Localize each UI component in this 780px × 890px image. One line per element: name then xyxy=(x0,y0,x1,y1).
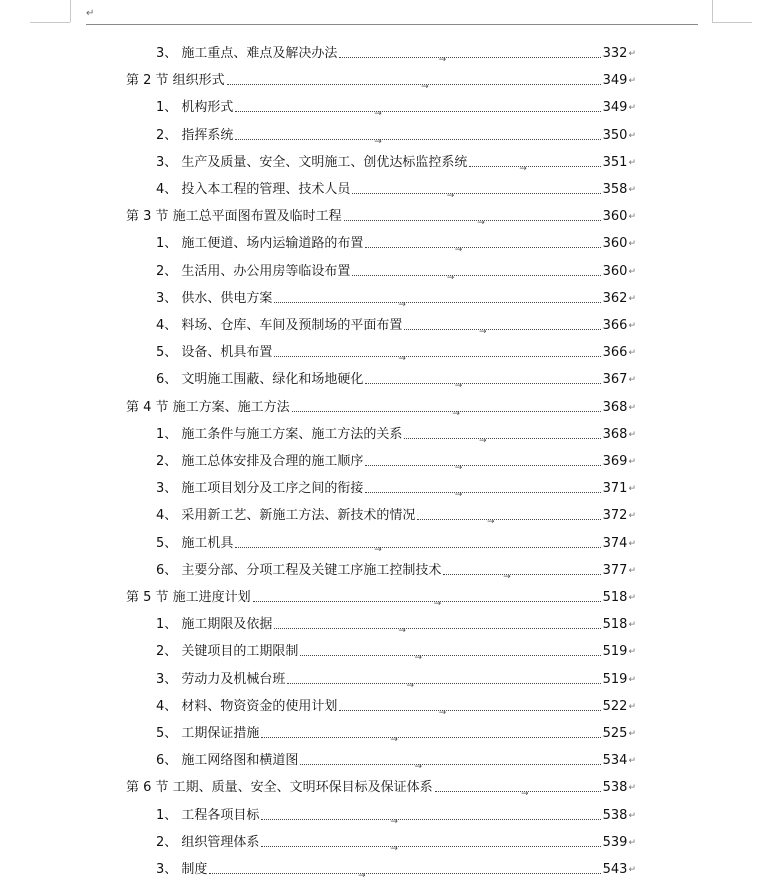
toc-entry-title: 文明施工围蔽、绿化和场地硬化 xyxy=(181,372,364,388)
toc-dot-leader xyxy=(339,707,600,718)
toc-entry[interactable] xyxy=(156,829,636,856)
toc-entry[interactable] xyxy=(156,448,636,475)
toc-dot-leader xyxy=(404,435,600,446)
toc-entry-title: 施工条件与施工方案、施工方法的关系 xyxy=(181,426,403,442)
toc-dot-leader xyxy=(287,680,600,691)
toc-entry-number: 第 2 节 xyxy=(126,73,173,89)
toc-entry-page-number: 372 xyxy=(602,508,628,524)
toc-dot-leader xyxy=(352,272,600,283)
tab-arrow-icon: → xyxy=(358,871,366,881)
paragraph-mark-icon: ↵ xyxy=(628,538,636,549)
paragraph-mark-icon: ↵ xyxy=(628,375,636,386)
toc-entry-title: 劳动力及机械台班 xyxy=(181,671,286,687)
toc-entry-number: 5、 xyxy=(156,345,182,361)
toc-entry-number: 2、 xyxy=(156,127,182,143)
toc-entry-title: 工期保证措施 xyxy=(181,726,260,741)
toc-entry[interactable] xyxy=(156,176,636,203)
toc-entry-title: 工程各项目标 xyxy=(181,807,260,823)
paragraph-mark-icon: ↵ xyxy=(628,212,636,223)
paragraph-mark-icon: ↵ xyxy=(628,756,636,767)
toc-entry-title: 施工期限及依据 xyxy=(181,617,273,633)
toc-entry-page-number: 374 xyxy=(602,535,628,551)
toc-entry-number: 4、 xyxy=(156,698,182,714)
toc-entry-title: 设备、机具布置 xyxy=(181,345,273,361)
toc-entry-number: 1、 xyxy=(156,236,182,252)
toc-entry-title: 生产及质量、安全、文明施工、创优达标监控系统 xyxy=(181,154,468,170)
toc-entry[interactable] xyxy=(156,122,636,149)
tab-arrow-icon: → xyxy=(406,680,414,691)
toc-entry-page-number: 360 xyxy=(602,236,628,252)
paragraph-mark-icon: ↵ xyxy=(628,130,636,141)
paragraph-mark-icon: ↵ xyxy=(628,266,636,277)
toc-entry-number: 2、 xyxy=(156,834,182,850)
toc-dot-leader xyxy=(235,109,600,120)
toc-entry-number: 1、 xyxy=(156,100,182,116)
toc-entry[interactable] xyxy=(156,693,636,720)
toc-entry[interactable] xyxy=(126,67,636,94)
paragraph-mark-icon: ↵ xyxy=(628,457,636,467)
toc-entry-page-number: 360 xyxy=(602,209,628,225)
toc-entry-page-number: 519 xyxy=(602,671,628,687)
tab-arrow-icon: → xyxy=(390,816,398,827)
toc-entry-page-number: 525 xyxy=(602,726,628,741)
paragraph-mark-icon: ↵ xyxy=(628,157,636,168)
toc-dot-leader xyxy=(261,843,600,854)
toc-entry-page-number: 543 xyxy=(602,862,628,877)
tab-arrow-icon: → xyxy=(438,707,447,718)
toc-entry-number: 2、 xyxy=(156,454,182,469)
toc-entry-page-number: 366 xyxy=(602,318,628,333)
toc-entry[interactable] xyxy=(156,94,636,121)
tab-arrow-icon: → xyxy=(454,463,463,473)
toc-dot-leader xyxy=(300,653,600,664)
toc-dot-leader xyxy=(253,599,601,609)
toc-entry-title: 供水、供电方案 xyxy=(181,290,273,306)
toc-dot-leader xyxy=(274,299,600,310)
tab-arrow-icon: → xyxy=(374,544,382,555)
toc-entry-number: 1、 xyxy=(156,617,182,633)
toc-entry[interactable] xyxy=(156,611,636,638)
paragraph-mark-icon: ↵ xyxy=(628,321,636,331)
toc-entry-page-number: 368 xyxy=(602,426,628,442)
toc-entry-page-number: 538 xyxy=(602,807,628,823)
toc-entry-title: 施工总体安排及合理的施工顺序 xyxy=(181,454,364,469)
toc-entry[interactable] xyxy=(126,774,636,801)
toc-entry-number: 4、 xyxy=(156,318,182,333)
margin-corner-mark xyxy=(712,0,713,22)
toc-entry-page-number: 367 xyxy=(602,372,628,388)
toc-entry[interactable] xyxy=(156,230,636,257)
tab-arrow-icon: → xyxy=(438,55,447,65)
toc-entry-number: 3、 xyxy=(156,671,182,687)
toc-entry-title: 工期、质量、安全、文明环保目标及保证体系 xyxy=(172,780,433,796)
toc-entry-title: 关键项目的工期限制 xyxy=(181,644,299,660)
toc-entry-page-number: 332 xyxy=(602,46,628,61)
toc-entry-page-number: 519 xyxy=(602,644,628,660)
toc-entry-title: 指挥系统 xyxy=(181,127,234,143)
toc-entry-page-number: 368 xyxy=(602,399,628,415)
toc-entry-number: 3、 xyxy=(156,862,182,877)
tab-arrow-icon: → xyxy=(478,435,487,446)
toc-entry-title: 施工总平面图布置及临时工程 xyxy=(172,209,342,225)
toc-dot-leader xyxy=(365,463,600,473)
paragraph-mark-icon: ↵ xyxy=(628,620,636,631)
toc-entry-page-number: 351 xyxy=(602,154,628,170)
toc-entry[interactable] xyxy=(156,666,636,693)
paragraph-mark-icon: ↵ xyxy=(628,701,636,712)
toc-dot-leader xyxy=(274,354,600,365)
margin-corner-mark xyxy=(70,0,71,22)
tab-arrow-icon: → xyxy=(454,490,463,501)
paragraph-mark-icon: ↵ xyxy=(628,565,636,576)
toc-entry-number: 6、 xyxy=(156,372,182,388)
toc-entry-page-number: 518 xyxy=(602,617,628,633)
paragraph-mark-icon: ↵ xyxy=(628,293,636,304)
toc-entry[interactable] xyxy=(126,394,636,421)
toc-entry-title: 施工便道、场内运输道路的布置 xyxy=(181,236,364,252)
tab-arrow-icon: → xyxy=(398,299,406,310)
toc-entry-number: 3、 xyxy=(156,154,182,170)
toc-entry-title: 投入本工程的管理、技术人员 xyxy=(181,182,351,197)
toc-entry[interactable] xyxy=(156,802,636,829)
toc-entry-number: 1、 xyxy=(156,426,182,442)
margin-corner-mark xyxy=(712,22,752,23)
tab-arrow-icon: → xyxy=(414,653,423,664)
toc-entry-number: 1、 xyxy=(156,807,182,823)
tab-arrow-icon: → xyxy=(414,762,423,773)
tab-arrow-icon: → xyxy=(446,191,455,201)
toc-entry-page-number: 362 xyxy=(602,290,628,306)
toc-dot-leader xyxy=(300,762,600,773)
toc-dot-leader xyxy=(443,571,600,582)
toc-entry-number: 第 3 节 xyxy=(126,209,173,225)
paragraph-mark-icon: ↵ xyxy=(628,185,636,195)
toc-entry-title: 施工进度计划 xyxy=(172,590,251,605)
toc-entry-number: 4、 xyxy=(156,508,182,524)
tab-arrow-icon: → xyxy=(520,789,529,800)
toc-dot-leader xyxy=(404,327,600,337)
toc-entry[interactable] xyxy=(156,421,636,448)
paragraph-mark-icon: ↵ xyxy=(628,674,636,685)
toc-entry-page-number: 518 xyxy=(602,590,628,605)
toc-entry[interactable] xyxy=(156,856,636,883)
toc-entry[interactable] xyxy=(126,584,636,611)
toc-entry-title: 料场、仓库、车间及预制场的平面布置 xyxy=(181,318,403,333)
toc-entry-page-number: 371 xyxy=(602,481,628,497)
toc-entry[interactable] xyxy=(156,747,636,774)
toc-entry-title: 施工重点、难点及解决办法 xyxy=(181,46,338,61)
toc-entry[interactable] xyxy=(156,339,636,366)
toc-entry[interactable] xyxy=(126,203,636,230)
paragraph-mark-icon: ↵ xyxy=(628,783,636,794)
toc-dot-leader xyxy=(274,626,600,637)
toc-dot-leader xyxy=(365,490,600,501)
paragraph-mark-icon: ↵ xyxy=(628,865,636,875)
margin-corner-mark xyxy=(30,22,70,23)
toc-entry-number: 3、 xyxy=(156,481,182,497)
toc-entry-title: 材料、物资资金的使用计划 xyxy=(181,698,338,714)
tab-arrow-icon: → xyxy=(374,136,382,147)
toc-entry-title: 组织管理体系 xyxy=(181,834,260,850)
tab-arrow-icon: → xyxy=(503,571,511,582)
paragraph-mark-icon: ↵ xyxy=(628,511,636,522)
toc-entry-page-number: 349 xyxy=(602,100,628,116)
toc-dot-leader xyxy=(344,218,601,229)
toc-entry-number: 第 4 节 xyxy=(126,399,173,415)
toc-entry-page-number: 366 xyxy=(602,345,628,361)
tab-arrow-icon: → xyxy=(398,354,406,365)
tab-arrow-icon: → xyxy=(477,218,485,229)
paragraph-mark-icon: ↵ xyxy=(628,729,636,739)
toc-entry-number: 4、 xyxy=(156,182,182,197)
paragraph-mark-icon: ↵ xyxy=(628,593,636,603)
toc-dot-leader xyxy=(469,163,600,174)
tab-arrow-icon: → xyxy=(390,843,398,854)
toc-entry-title: 组织形式 xyxy=(172,73,225,89)
toc-dot-leader xyxy=(352,191,600,201)
paragraph-mark-icon: ↵ xyxy=(628,402,636,413)
tab-arrow-icon: → xyxy=(454,245,463,256)
toc-dot-leader xyxy=(209,871,600,881)
toc-dot-leader xyxy=(235,544,600,555)
toc-entry-page-number: 377 xyxy=(602,562,628,578)
toc-entry-title: 主要分部、分项工程及关键工序施工控制技术 xyxy=(181,562,442,578)
toc-dot-leader xyxy=(235,136,600,147)
toc-entry-title: 生活用、办公用房等临设布置 xyxy=(181,263,351,279)
toc-entry[interactable] xyxy=(156,149,636,176)
toc-entry-page-number: 360 xyxy=(602,263,628,279)
tab-arrow-icon: → xyxy=(452,408,460,419)
tab-arrow-icon: → xyxy=(398,626,406,637)
toc-entry-number: 第 6 节 xyxy=(126,780,173,796)
paragraph-mark-icon: ↵ xyxy=(628,239,636,250)
toc-entry[interactable] xyxy=(156,312,636,339)
header-rule xyxy=(86,24,698,25)
toc-dot-leader xyxy=(339,55,600,65)
toc-entry-title: 施工网络图和横道图 xyxy=(181,753,299,769)
toc-entry-page-number: 350 xyxy=(602,127,628,143)
toc-entry-title: 施工机具 xyxy=(181,535,234,551)
toc-entry-number: 第 5 节 xyxy=(126,590,173,605)
toc-entry-title: 机构形式 xyxy=(181,100,234,116)
paragraph-mark-icon: ↵ xyxy=(628,647,636,658)
tab-arrow-icon: → xyxy=(478,327,487,337)
tab-arrow-icon: → xyxy=(433,599,442,609)
toc-entry-number: 5、 xyxy=(156,726,182,741)
toc-entry-title: 施工方案、施工方法 xyxy=(172,399,290,415)
paragraph-mark-icon: ↵ xyxy=(628,49,636,59)
toc-entry-page-number: 538 xyxy=(602,780,628,796)
toc-entry-title: 施工项目划分及工序之间的衔接 xyxy=(181,481,364,497)
tab-arrow-icon: → xyxy=(374,109,382,120)
toc-entry-page-number: 349 xyxy=(602,73,628,89)
toc-entry-title: 制度 xyxy=(181,862,208,877)
tab-arrow-icon: → xyxy=(454,381,463,392)
toc-entry[interactable] xyxy=(156,285,636,312)
toc-entry-page-number: 369 xyxy=(602,454,628,469)
toc-entry-page-number: 358 xyxy=(602,182,628,197)
toc-entry-number: 2、 xyxy=(156,263,182,279)
toc-dot-leader xyxy=(292,408,601,419)
toc-entry[interactable] xyxy=(156,366,636,393)
paragraph-mark-icon: ↵ xyxy=(628,429,636,440)
toc-entry-page-number: 539 xyxy=(602,834,628,850)
toc-entry-number: 3、 xyxy=(156,290,182,306)
toc-dot-leader xyxy=(365,381,600,392)
paragraph-mark-icon: ↵ xyxy=(628,837,636,848)
toc-entry[interactable] xyxy=(156,557,636,584)
header-paragraph-mark: ↵ xyxy=(86,8,95,19)
tab-arrow-icon: → xyxy=(487,517,495,528)
toc-entry-number: 2、 xyxy=(156,644,182,660)
paragraph-mark-icon: ↵ xyxy=(628,810,636,821)
toc-entry[interactable] xyxy=(156,475,636,502)
toc-entry[interactable] xyxy=(156,258,636,285)
toc-entry[interactable] xyxy=(156,720,636,747)
toc-entry[interactable] xyxy=(156,638,636,665)
toc-entry[interactable] xyxy=(156,502,636,529)
toc-entry-number: 5、 xyxy=(156,535,182,551)
tab-arrow-icon: → xyxy=(390,735,398,745)
paragraph-mark-icon: ↵ xyxy=(628,103,636,114)
toc-entry[interactable] xyxy=(156,530,636,557)
toc-dot-leader xyxy=(417,517,600,528)
paragraph-mark-icon: ↵ xyxy=(628,348,636,359)
toc-dot-leader xyxy=(227,82,601,93)
tab-arrow-icon: → xyxy=(446,272,455,283)
toc-entry-number: 3、 xyxy=(156,46,182,61)
toc-entry-number: 6、 xyxy=(156,753,182,769)
toc-dot-leader xyxy=(261,735,600,745)
tab-arrow-icon: → xyxy=(519,163,527,174)
toc-dot-leader xyxy=(435,789,601,800)
toc-entry-page-number: 534 xyxy=(602,753,628,769)
toc-entry-title: 采用新工艺、新施工方法、新技术的情况 xyxy=(181,508,416,524)
toc-entry-page-number: 522 xyxy=(602,698,628,714)
paragraph-mark-icon: ↵ xyxy=(628,76,636,87)
toc-dot-leader xyxy=(261,816,600,827)
toc-entry[interactable] xyxy=(156,40,636,67)
tab-arrow-icon: → xyxy=(421,82,429,93)
toc-entry-number: 6、 xyxy=(156,562,182,578)
paragraph-mark-icon: ↵ xyxy=(628,484,636,495)
toc-dot-leader xyxy=(365,245,600,256)
